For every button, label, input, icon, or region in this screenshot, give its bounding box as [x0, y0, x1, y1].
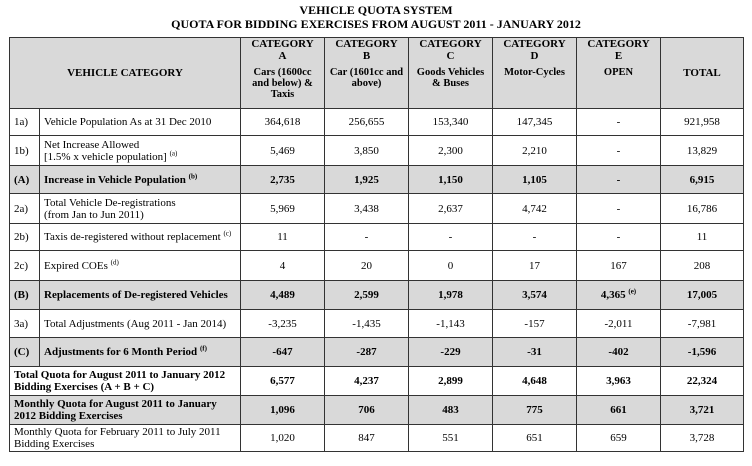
- row-desc-text: Expired COEs: [44, 259, 108, 272]
- cat-b-letter: B: [362, 50, 371, 62]
- cell-d: 4,648: [493, 367, 577, 396]
- cat-a-letter: A: [278, 50, 287, 62]
- cell-total: 11: [661, 224, 744, 251]
- row-desc: [40, 224, 241, 251]
- cell-e: 167: [577, 251, 661, 281]
- row-code: (C): [10, 338, 40, 367]
- cell-e: -2,011: [577, 310, 661, 338]
- cell-c: 1,978: [409, 281, 493, 310]
- footnote-ref: (e): [628, 287, 637, 296]
- cell-d: 4,742: [493, 194, 577, 224]
- row-desc-text: Increase in Vehicle Population: [44, 173, 186, 186]
- table-row-total: [10, 367, 744, 396]
- cell-d: 3,574: [493, 281, 577, 310]
- document-subtitle: QUOTA FOR BIDDING EXERCISES FROM AUGUST 2011 - JANUARY 2012: [171, 17, 581, 31]
- quota-table: [9, 37, 744, 452]
- row-desc: [10, 396, 241, 425]
- cell-c: -1,143: [409, 310, 493, 338]
- footnote-ref: (f): [199, 344, 207, 353]
- cat-a-desc: Cars (1600cc and below) & Taxis: [252, 67, 313, 100]
- row-code: 1a): [10, 109, 40, 136]
- table-row-previous: [10, 425, 744, 452]
- cell-d: -157: [493, 310, 577, 338]
- row-code: 2a): [10, 194, 40, 224]
- table-row: [10, 109, 744, 136]
- row-desc: [40, 251, 241, 281]
- row-desc: Total Adjustments (Aug 2011 - Jan 2014): [40, 310, 241, 338]
- row-code: 2b): [10, 224, 40, 251]
- cell-total: 921,958: [661, 109, 744, 136]
- cell-d: 147,345: [493, 109, 577, 136]
- cell-d: 775: [493, 396, 577, 425]
- cell-b: 3,850: [325, 136, 409, 166]
- table-row-monthly: [10, 396, 744, 425]
- cell-b: -: [325, 224, 409, 251]
- cell-c: 483: [409, 396, 493, 425]
- footnote-ref: (b): [188, 171, 198, 180]
- row-desc: Vehicle Population As at 31 Dec 2010: [40, 109, 241, 136]
- header-total: TOTAL: [661, 38, 744, 109]
- cell-d: 17: [493, 251, 577, 281]
- cell-total: 3,728: [661, 425, 744, 452]
- cell-b: -287: [325, 338, 409, 367]
- cell-e: -: [577, 109, 661, 136]
- row-desc: [40, 136, 241, 166]
- cell-a: 4,489: [241, 281, 325, 310]
- cell-c: 1,150: [409, 166, 493, 194]
- cell-total: 17,005: [661, 281, 744, 310]
- cell-total: 22,324: [661, 367, 744, 396]
- row-desc: [40, 166, 241, 194]
- table-row: [10, 310, 744, 338]
- cell-d: -31: [493, 338, 577, 367]
- row-desc-line2: Bidding Exercises: [14, 438, 95, 450]
- row-desc-line1: Monthly Quota for August 2011 to January: [14, 398, 217, 410]
- header-cat-e: [577, 38, 661, 109]
- cell-c: 0: [409, 251, 493, 281]
- cell-c: -: [409, 224, 493, 251]
- cell-e-value: 4,365: [600, 289, 626, 301]
- cell-b: 847: [325, 425, 409, 452]
- footnote-ref: (c): [223, 229, 232, 238]
- document-title: VEHICLE QUOTA SYSTEM: [299, 3, 453, 17]
- cell-c: -229: [409, 338, 493, 367]
- cat-e-desc: OPEN: [603, 67, 634, 78]
- cell-a: -3,235: [241, 310, 325, 338]
- cell-d: 2,210: [493, 136, 577, 166]
- cell-e: -: [577, 166, 661, 194]
- row-code: (A): [10, 166, 40, 194]
- cell-b: 20: [325, 251, 409, 281]
- header-cat-c: [409, 38, 493, 109]
- cat-e-letter: E: [614, 50, 623, 62]
- row-desc: [10, 367, 241, 396]
- cell-a: 364,618: [241, 109, 325, 136]
- cell-total: 6,915: [661, 166, 744, 194]
- header-cat-a: [241, 38, 325, 109]
- cell-b: 2,599: [325, 281, 409, 310]
- cell-total: 3,721: [661, 396, 744, 425]
- cell-c: 2,300: [409, 136, 493, 166]
- table-row: [10, 194, 744, 224]
- cell-a: 5,469: [241, 136, 325, 166]
- footnote-ref: (a): [169, 148, 178, 157]
- cell-a: -647: [241, 338, 325, 367]
- table-row: [10, 136, 744, 166]
- cell-b: -1,435: [325, 310, 409, 338]
- cell-b: 3,438: [325, 194, 409, 224]
- row-desc-line1: Total Vehicle De-registrations: [44, 196, 176, 209]
- cell-b: 1,925: [325, 166, 409, 194]
- row-desc-text: Taxis de-registered without replacement: [44, 231, 221, 243]
- row-desc: Replacements of De-registered Vehicles: [40, 281, 241, 310]
- cell-a: 1,020: [241, 425, 325, 452]
- cat-c-desc: Goods Vehicles & Buses: [416, 67, 485, 89]
- cell-e: 3,963: [577, 367, 661, 396]
- cat-c-letter: C: [446, 50, 455, 62]
- row-code: 3a): [10, 310, 40, 338]
- row-desc-line2: Bidding Exercises (A + B + C): [14, 381, 155, 393]
- cell-c: 2,899: [409, 367, 493, 396]
- cell-e: -402: [577, 338, 661, 367]
- header-cat-b: [325, 38, 409, 109]
- cell-e: -: [577, 136, 661, 166]
- row-code: (B): [10, 281, 40, 310]
- cell-a: 5,969: [241, 194, 325, 224]
- cell-d: -: [493, 224, 577, 251]
- cell-b: 4,237: [325, 367, 409, 396]
- row-desc: [10, 425, 241, 452]
- cell-c: 153,340: [409, 109, 493, 136]
- cell-b: 256,655: [325, 109, 409, 136]
- table-row: [10, 281, 744, 310]
- cat-d-name: CATEGORY: [503, 38, 566, 50]
- row-desc-line1: Total Quota for August 2011 to January 2012: [14, 369, 226, 381]
- cat-b-desc: Car (1601cc and above): [329, 67, 404, 89]
- cell-total: 13,829: [661, 136, 744, 166]
- row-desc-line2: (from Jan to Jun 2011): [44, 208, 144, 221]
- cell-d: 1,105: [493, 166, 577, 194]
- cell-e: -: [577, 194, 661, 224]
- cat-c-name: CATEGORY: [419, 38, 482, 50]
- header-vehicle-category: VEHICLE CATEGORY: [10, 38, 241, 109]
- cat-d-desc: Motor-Cycles: [504, 67, 565, 78]
- header-cat-d: [493, 38, 577, 109]
- cell-e: -: [577, 224, 661, 251]
- footnote-ref: (d): [110, 257, 119, 266]
- cell-e: 661: [577, 396, 661, 425]
- table-row: [10, 224, 744, 251]
- row-desc: [40, 194, 241, 224]
- cell-total: 208: [661, 251, 744, 281]
- row-desc-line2: [1.5% x vehicle population]: [44, 150, 167, 163]
- cell-c: 551: [409, 425, 493, 452]
- row-desc: [40, 338, 241, 367]
- header-row: [10, 38, 744, 109]
- cell-total: -1,596: [661, 338, 744, 367]
- cat-d-letter: D: [530, 50, 539, 62]
- row-code: 1b): [10, 136, 40, 166]
- cell-e: 659: [577, 425, 661, 452]
- cell-c: 2,637: [409, 194, 493, 224]
- cell-e: [577, 281, 661, 310]
- row-desc-line1: Net Increase Allowed: [44, 138, 140, 151]
- table-row: [10, 338, 744, 367]
- cell-a: 2,735: [241, 166, 325, 194]
- cell-d: 651: [493, 425, 577, 452]
- cat-b-name: CATEGORY: [335, 38, 398, 50]
- cell-a: 4: [241, 251, 325, 281]
- table-row: [10, 251, 744, 281]
- row-desc-line1: Monthly Quota for February 2011 to July 2011: [14, 426, 221, 438]
- row-code: 2c): [10, 251, 40, 281]
- cat-e-name: CATEGORY: [587, 38, 650, 50]
- cell-total: 16,786: [661, 194, 744, 224]
- cell-b: 706: [325, 396, 409, 425]
- cell-a: 11: [241, 224, 325, 251]
- table-row: [10, 166, 744, 194]
- cell-a: 1,096: [241, 396, 325, 425]
- row-desc-line2: 2012 Bidding Exercises: [14, 410, 123, 422]
- cell-total: -7,981: [661, 310, 744, 338]
- row-desc-text: Adjustments for 6 Month Period: [44, 346, 198, 358]
- cat-a-name: CATEGORY: [251, 38, 314, 50]
- cell-a: 6,577: [241, 367, 325, 396]
